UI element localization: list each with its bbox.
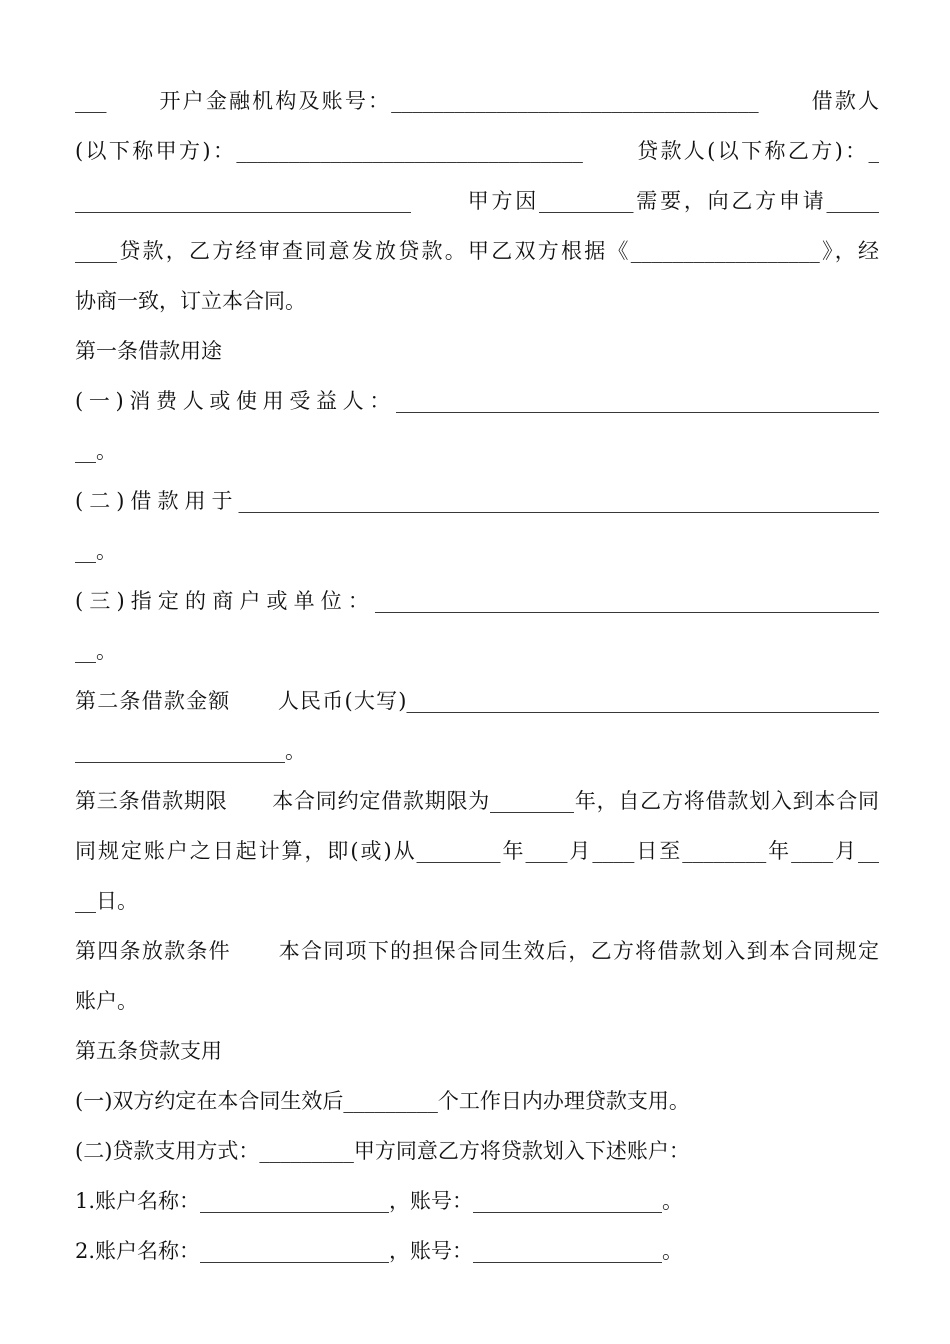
section-heading-3: 第三条借款期限 本合同约定借款期限为________年，自乙方将借款划入到本合同 <box>75 789 879 813</box>
text-line-22: (二)贷款支用方式：_________甲方同意乙方将贷款划入下述账户： <box>75 1139 690 1163</box>
text-line-5: 协商一致，订立本合同。 <box>75 289 306 313</box>
account-line-1: 1.账户名称：__________________，账号：__________________。 <box>75 1189 684 1213</box>
text-line-7: (一)消费人或使用受益人：______________________________________________ <box>75 389 879 413</box>
text-line-2: (以下称甲方)：_________________________________ 贷款人(以下称乙方)：_ <box>75 139 879 163</box>
text-line-17: __日。 <box>75 889 138 913</box>
text-line-8: __。 <box>75 439 117 463</box>
section-heading-5: 第五条贷款支用 <box>75 1039 222 1063</box>
section-heading-2: 第二条借款金额 人民币(大写)_____________________________________________ <box>75 689 879 713</box>
text-line-14: ____________________。 <box>75 739 306 763</box>
account-line-2: 2.账户名称：__________________，账号：__________________。 <box>75 1239 684 1263</box>
section-heading-1: 第一条借款用途 <box>75 339 222 363</box>
text-line-1: ___ 开户金融机构及账号：___________________________________ 借款人 <box>75 89 879 113</box>
text-line-4: ____贷款，乙方经审查同意发放贷款。甲乙双方根据《__________________》，经 <box>75 239 879 263</box>
text-line-9: (二)借款用于_____________________________________________________________ <box>75 489 879 513</box>
text-line-12: __。 <box>75 639 117 663</box>
text-line-11: (三)指定的商户或单位：________________________________________________ <box>75 589 879 613</box>
section-heading-4: 第四条放款条件 本合同项下的担保合同生效后，乙方将借款划入到本合同规定 <box>75 939 879 963</box>
text-line-16: 同规定账户之日起计算，即(或)从________年____月____日至________年____月__ <box>75 839 879 863</box>
text-line-19: 账户。 <box>75 989 138 1013</box>
text-line-10: __。 <box>75 539 117 563</box>
text-line-21: (一)双方约定在本合同生效后_________个工作日内办理贷款支用。 <box>75 1089 690 1113</box>
text-line-3: ________________________________ 甲方因_________需要，向乙方申请_____ <box>75 189 879 213</box>
